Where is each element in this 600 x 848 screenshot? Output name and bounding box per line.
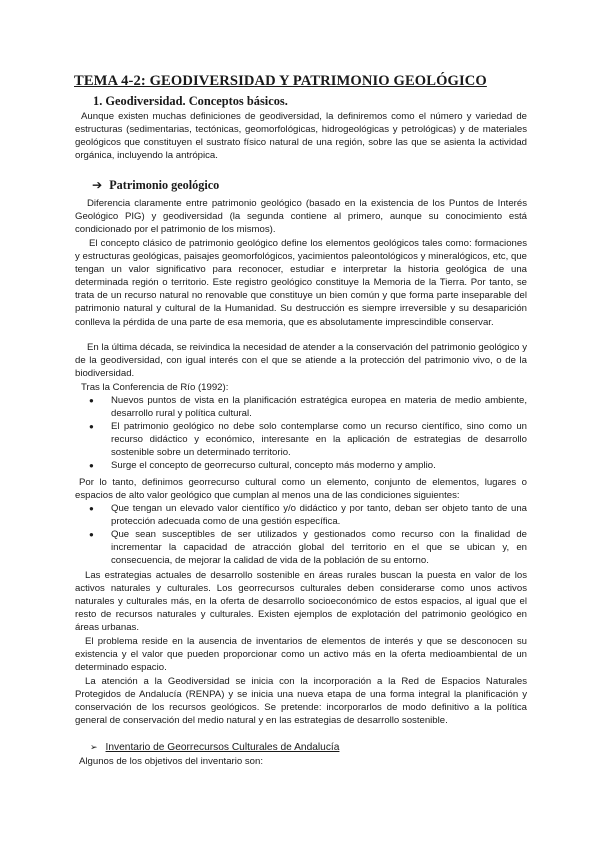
- paragraph-estrategias-actuales: Las estrategias actuales de desarrollo sostenible en áreas rurales buscan la puesta en valor de los activos naturales y culturales. Los georrecursos culturales deben considerarse como unos activos naturales y culturales más, en la oferta de desarrollo socioeconómico de estos espacios, al igual que el resto de recursos naturales y culturales. Existen ejemplos de explotación del patrimonio geológico en áreas urbanas.: [75, 570, 527, 634]
- paragraph-georrecurso-definicion: Por lo tanto, definimos georrecurso cultural como un elemento, conjunto de elementos, lugares o espacios de alto valor geológico que cumplan al menos una de las condiciones siguientes:: [75, 477, 527, 502]
- list-condiciones: [75, 502, 527, 567]
- paragraph-problema-inventarios: El problema reside en la ausencia de inventarios de elementos de interés y que se desconocen su existencia y el valor que pueden proporcionar como un activo más en la oferta medioambiental de un determinado espacio.: [75, 636, 527, 674]
- bullet-icon: ●: [89, 396, 94, 405]
- arrowhead-icon: ➢: [90, 743, 98, 753]
- list-item: ● Nuevos puntos de vista en la planificación estratégica europea en materia de medio ambiente, desarrollo rural y política cultural.: [89, 395, 527, 420]
- list-item: ● El patrimonio geológico no debe solo contemplarse como un recurso científico, sino como un recurso didáctico y económico, interesante en la aplicación de estrategias de desarrollo sostenible sobre un determinado territorio.: [89, 421, 527, 459]
- section-heading-inventario: [90, 742, 339, 753]
- bullet-icon: ●: [89, 504, 94, 513]
- section-heading-text: Patrimonio geológico: [109, 178, 220, 192]
- section-heading-text: Inventario de Georrecursos Culturales de Andalucía: [105, 742, 340, 753]
- paragraph-patrimonio-diferencia: Diferencia claramente entre patrimonio geológico (basado en la existencia de los Puntos de Interés Geológico PIG) y geodiversidad (la segunda contiene al primero, aunque su conocimiento está condicionado por el patrimonio de los mismos).: [75, 198, 527, 236]
- paragraph-objetivos-inventario: Algunos de los objetivos del inventario son:: [79, 756, 263, 767]
- document-title: TEMA 4-2: GEODIVERSIDAD Y PATRIMONIO GEOLÓGICO: [74, 73, 487, 89]
- paragraph-concepto-clasico: El concepto clásico de patrimonio geológico define los elementos geológicos tales como: formaciones y estructuras geológicas, paisajes geomorfológicos, yacimientos paleontológicos y mineralógicos, etc, que tengan un valor significativo para reconocer, estudiar e interpretar la historia geológica de una determinada región o territorio. Este registro geológico constituye la Memoria de la Tierra. Por tanto, se trata de un recurso natural no renovable que constituye un bien común y que forma parte inseparable del patrimonio natural y cultural de la Humanidad. Su destrucción es siempre irreversible y su desaparición conlleva la pérdida de una parte de esa memoria, que es absolutamente imprescindible conservar.: [75, 238, 527, 328]
- list-item: ● Que sean susceptibles de ser utilizados y gestionados como recurso con la finalidad de incrementar la capacidad de atracción global del territorio en el que se ubican y, en consecuencia, de mejorar la calidad de vida de la población de su entorno.: [89, 529, 527, 567]
- list-conferencia-rio: [75, 394, 527, 473]
- list-item: ● Surge el concepto de georrecurso cultural, concepto más moderno y amplio.: [89, 460, 436, 472]
- section-heading-geodiversidad: 1. Geodiversidad. Conceptos básicos.: [93, 94, 288, 108]
- paragraph-conferencia-rio: Tras la Conferencia de Río (1992):: [81, 382, 229, 393]
- bullet-icon: ●: [89, 461, 94, 471]
- paragraph-geodiversidad-definition: Aunque existen muchas definiciones de geodiversidad, la definiremos como el número y variedad de estructuras (sedimentarias, tectónicas, geomorfológicas, hidrogeológicas y petrológicas) y de materiales geológicos que constituyen el sustrato físico natural de una región, sobre las que se asienta la actividad orgánica, incluyendo la antrópica.: [75, 111, 527, 162]
- paragraph-ultima-decada: En la última década, se reivindica la necesidad de atender a la conservación del patrimonio geológico y de la geodiversidad, con igual interés con el que se atiende a la protección del patrimonio vivo, o de la biodiversidad.: [75, 342, 527, 380]
- bullet-icon: ●: [89, 422, 94, 432]
- paragraph-atencion-geodiversidad: La atención a la Geodiversidad se inicia con la incorporación a la Red de Espacios Naturales Protegidos de Andalucía (RENPA) y se inicia una nueva etapa de una forma integral la planificación y conservación de los recursos geológicos. Se pretende: incorporarlos de modo definitivo a la política general de conservación del medio natural y en las estrategias de desarrollo sostenible.: [75, 676, 527, 727]
- list-item: ● Que tengan un elevado valor científico y/o didáctico y por tanto, deban ser objeto tanto de una protección adecuada como de una gestión específica.: [89, 503, 527, 528]
- right-arrow-icon: ➔: [92, 178, 103, 192]
- section-heading-patrimonio: [92, 178, 219, 193]
- bullet-icon: ●: [89, 530, 94, 540]
